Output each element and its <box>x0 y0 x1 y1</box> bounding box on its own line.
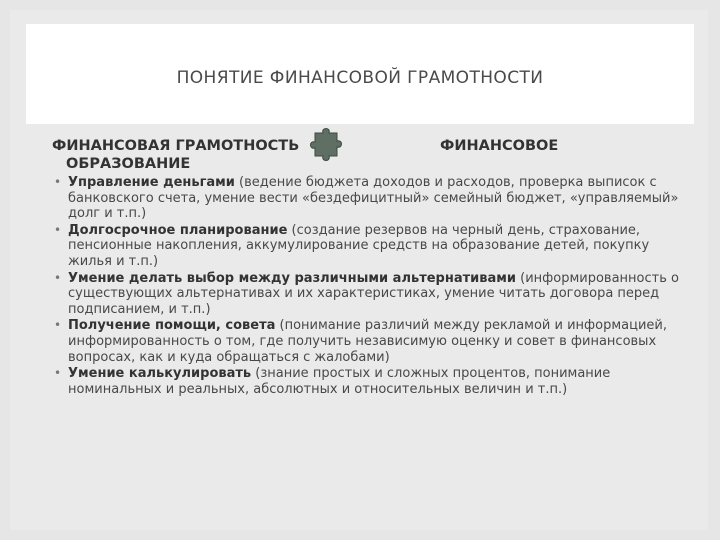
puzzle-piece-icon <box>306 125 350 169</box>
item-title: Умение калькулировать <box>68 366 252 382</box>
item-title: Получение помощи, совета <box>68 318 276 334</box>
slide-title: ПОНЯТИЕ ФИНАНСОВОЙ ГРАМОТНОСТИ <box>176 68 544 88</box>
list-item <box>52 223 692 270</box>
item-title: Управление деньгами <box>68 175 235 190</box>
bullet-icon: • <box>54 175 62 189</box>
item-text: (понимание различий между рекламой и информацией, информированность о том, где получить независимую оценку и совет в финансовых вопросах, как и куда обращаться с жалобами) <box>68 318 667 365</box>
item-title: Долгосрочное планирование <box>68 222 288 238</box>
item-text: (знание простых и сложных процентов, понимание номинальных и реальных, абсолютных и относительных величин и т.п.) <box>68 366 611 397</box>
item-text: (информированность о существующих альтернативах и их характеристиках, умение читать договора перед подписанием, и т.п.) <box>68 270 679 317</box>
bullet-icon: • <box>54 366 62 381</box>
slide-heading <box>52 137 692 175</box>
bullet-icon: • <box>54 222 62 237</box>
heading-left: ФИНАНСОВАЯ ГРАМОТНОСТЬ <box>52 138 300 154</box>
item-title: Умение делать выбор между различными альтернативами <box>68 270 516 286</box>
list-item <box>52 318 692 365</box>
list-item <box>52 366 692 397</box>
item-text: (создание резервов на черный день, страхование, пенсионные накопления, аккумулирование средств на образование детей, покупку жилья и т.п.) <box>68 222 650 269</box>
bullet-icon: • <box>54 270 62 285</box>
heading-second-line: ОБРАЗОВАНИЕ <box>66 156 191 172</box>
heading-right: ФИНАНСОВОЕ <box>440 138 559 154</box>
bullet-icon: • <box>54 318 62 333</box>
list-item <box>52 271 692 318</box>
item-text: (ведение бюджета доходов и расходов, проверка выписок с банковского счета, умение вести «бездефицитный» семейный бюджет, «управляемый» долг и т.п.) <box>68 175 679 222</box>
list-item <box>52 175 692 222</box>
item-list <box>52 175 692 397</box>
title-box <box>26 24 694 124</box>
slide-content <box>52 137 692 398</box>
